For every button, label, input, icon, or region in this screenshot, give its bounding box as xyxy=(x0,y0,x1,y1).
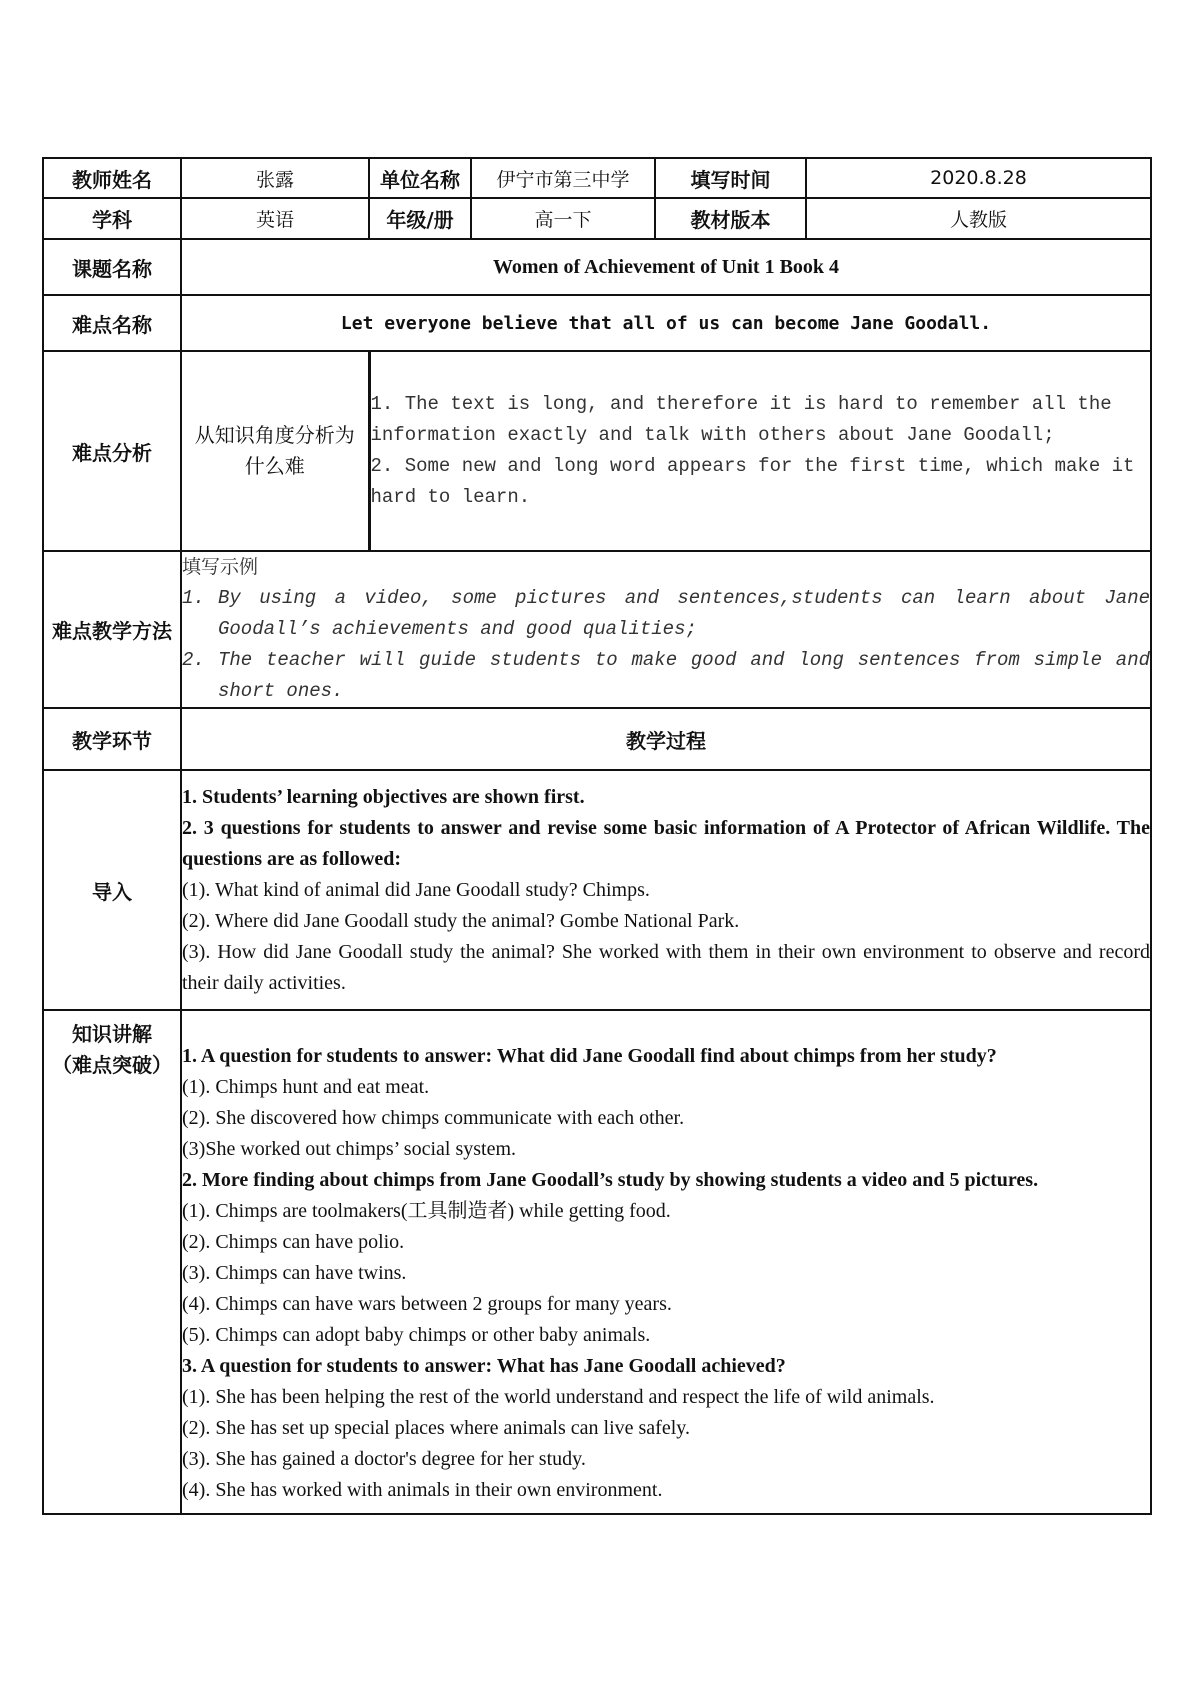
analysis-item: 1. The text is long, and therefore it is hard to remember all the information exactly and talk with others about Jane Goodall; xyxy=(370,393,1112,446)
analysis-item: 2. Some new and long word appears for the first time, which make it hard to learn. xyxy=(370,455,1135,508)
intro-content xyxy=(181,770,1151,1010)
method-content xyxy=(181,551,1151,708)
method-row xyxy=(43,551,1151,708)
knowledge-line: (1). She has been helping the rest of the world understand and respect the life of wild animals. xyxy=(182,1386,935,1408)
method-item xyxy=(182,583,1150,645)
knowledge-row xyxy=(43,1010,1151,1514)
intro-line: (2). Where did Jane Goodall study the animal? Gombe National Park. xyxy=(182,909,740,932)
knowledge-line: 1. A question for students to answer: What did Jane Goodall find about chimps from her study? xyxy=(182,1045,997,1067)
intro-line: (3). How did Jane Goodall study the animal? She worked with them in their own environment to observe and record their daily activities. xyxy=(182,940,1150,994)
method-item-number: 1. xyxy=(182,587,205,609)
method-label: 难点教学方法 xyxy=(43,551,181,708)
method-list xyxy=(182,583,1150,707)
header-row-1 xyxy=(43,158,1151,198)
knowledge-line: (2). She discovered how chimps communicate with each other. xyxy=(182,1107,685,1129)
stage-header: 教学环节 xyxy=(43,708,181,770)
subject-value: 英语 xyxy=(181,198,369,239)
knowledge-line: (5). Chimps can adopt baby chimps or other baby animals. xyxy=(182,1324,651,1346)
difficulty-value: Let everyone believe that all of us can become Jane Goodall. xyxy=(181,295,1151,351)
teacher-value: 张露 xyxy=(181,158,369,198)
method-item-text: The teacher will guide students to make good and long sentences from simple and short ones. xyxy=(218,649,1150,702)
process-header-row xyxy=(43,708,1151,770)
analysis-sub-label-line2: 什么难 xyxy=(244,454,305,478)
knowledge-line: 2. More finding about chimps from Jane Goodall’s study by showing students a video and 5 pictures. xyxy=(182,1169,1039,1191)
intro-line: (1). What kind of animal did Jane Goodall study? Chimps. xyxy=(182,878,650,901)
grade-value: 高一下 xyxy=(471,198,655,239)
topic-label: 课题名称 xyxy=(43,239,181,295)
knowledge-line: (4). She has worked with animals in their own environment. xyxy=(182,1479,663,1501)
method-example-label: 填写示例 xyxy=(182,556,259,578)
lesson-plan-table xyxy=(42,157,1152,1515)
method-item-text: By using a video, some pictures and sentences,students can learn about Jane Goodall’s achievements and good qualities; xyxy=(218,587,1150,640)
knowledge-line: (3)She worked out chimps’ social system. xyxy=(182,1138,517,1160)
analysis-sub-label-line1: 从知识角度分析为 xyxy=(194,423,355,447)
knowledge-label xyxy=(43,1010,181,1514)
process-header: 教学过程 xyxy=(181,708,1151,770)
intro-row xyxy=(43,770,1151,1010)
method-item xyxy=(182,645,1150,707)
topic-row xyxy=(43,239,1151,295)
header-row-2 xyxy=(43,198,1151,239)
analysis-sub-label xyxy=(181,351,369,551)
knowledge-line: (3). She has gained a doctor's degree for her study. xyxy=(182,1448,586,1470)
unit-label: 单位名称 xyxy=(369,158,471,198)
intro-label: 导入 xyxy=(43,770,181,1010)
intro-line: 2. 3 questions for students to answer and revise some basic information of A Protector of African Wildlife. The questions are as followed: xyxy=(182,816,1150,870)
date-value: 2020.8.28 xyxy=(806,158,1151,198)
knowledge-label-line1: 知识讲解 xyxy=(72,1022,152,1046)
knowledge-line: (4). Chimps can have wars between 2 groups for many years. xyxy=(182,1293,672,1315)
knowledge-line: (2). Chimps can have polio. xyxy=(182,1231,405,1253)
knowledge-label-line2: （难点突破） xyxy=(52,1053,172,1077)
knowledge-content xyxy=(181,1010,1151,1514)
teacher-label: 教师姓名 xyxy=(43,158,181,198)
knowledge-line: 3. A question for students to answer: What has Jane Goodall achieved? xyxy=(182,1355,786,1377)
difficulty-row xyxy=(43,295,1151,351)
knowledge-line: (3). Chimps can have twins. xyxy=(182,1262,407,1284)
unit-value: 伊宁市第三中学 xyxy=(471,158,655,198)
intro-line: 1. Students’ learning objectives are shown first. xyxy=(182,785,585,808)
knowledge-line: (1). Chimps hunt and eat meat. xyxy=(182,1076,430,1098)
knowledge-line: (1). Chimps are toolmakers(工具制造者) while getting food. xyxy=(182,1200,671,1222)
edition-label: 教材版本 xyxy=(655,198,806,239)
analysis-row xyxy=(43,351,1151,551)
knowledge-line: (2). She has set up special places where animals can live safely. xyxy=(182,1417,690,1439)
date-label: 填写时间 xyxy=(655,158,806,198)
subject-label: 学科 xyxy=(43,198,181,239)
analysis-label: 难点分析 xyxy=(43,351,181,551)
method-item-number: 2. xyxy=(182,649,205,671)
analysis-content xyxy=(369,351,1151,551)
edition-value: 人教版 xyxy=(806,198,1151,239)
topic-value: Women of Achievement of Unit 1 Book 4 xyxy=(181,239,1151,295)
grade-label: 年级/册 xyxy=(369,198,471,239)
difficulty-label: 难点名称 xyxy=(43,295,181,351)
